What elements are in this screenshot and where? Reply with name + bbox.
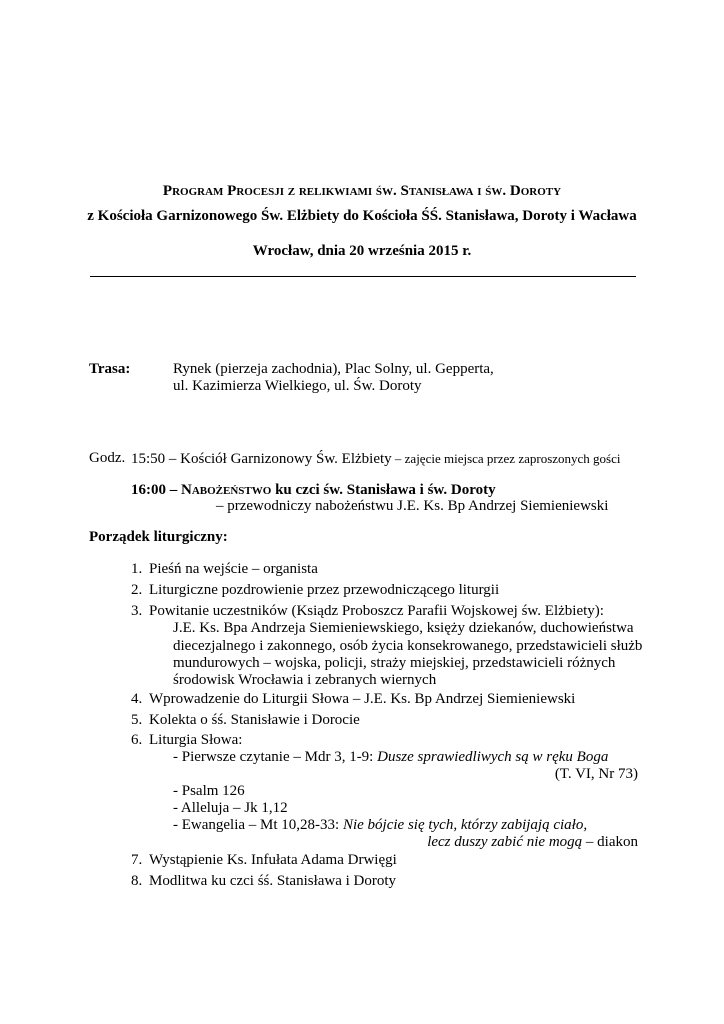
psalm: - Psalm 126 bbox=[173, 783, 245, 799]
list-item-text: Powitanie uczestników (Ksiądz Proboszcz Parafii Wojskowej św. Elżbiety): bbox=[149, 603, 604, 619]
list-item-number: 1. bbox=[131, 561, 143, 577]
route-label: Trasa: bbox=[89, 361, 131, 377]
route-line-2: ul. Kazimierza Wielkiego, ul. Św. Doroty bbox=[173, 378, 422, 394]
schedule-1550-text: 15:50 – Kościół Garnizonowy Św. Elżbiety bbox=[131, 451, 392, 467]
document-subtitle: z Kościoła Garnizonowego Św. Elżbiety do Kościoła ŚŚ. Stanisława, Doroty i Wacława bbox=[87, 208, 637, 224]
gospel-reader: – diakon bbox=[582, 834, 638, 850]
list-item-text: Wystąpienie Ks. Infułata Adama Drwięgi bbox=[149, 852, 397, 868]
item3-sub-line: J.E. Ks. Bpa Andrzeja Siemieniewskiego, księży dziekanów, duchowieństwa bbox=[173, 620, 634, 636]
list-item-text: Modlitwa ku czci śś. Stanisława i Doroty bbox=[149, 873, 397, 889]
item3-sub-line: środowisk Wrocławia i zebranych wiernych bbox=[173, 672, 437, 688]
document-title: Program Procesji z relikwiami św. Stanisława i św. Doroty bbox=[162, 183, 562, 199]
list-item-number: 6. bbox=[131, 732, 143, 748]
schedule-1600-service: Nabożeństwo bbox=[181, 482, 272, 498]
schedule-1600-dedication: ku czci św. Stanisława i św. Doroty bbox=[271, 482, 496, 498]
list-item-number: 3. bbox=[131, 603, 143, 619]
route-line-1: Rynek (pierzeja zachodnia), Plac Solny, ul. Gepperta, bbox=[173, 361, 494, 377]
header-divider bbox=[90, 276, 636, 277]
list-item-number: 8. bbox=[131, 873, 143, 889]
list-item-text: Liturgia Słowa: bbox=[149, 732, 243, 748]
list-item-number: 2. bbox=[131, 582, 143, 598]
gospel-continuation bbox=[427, 833, 638, 852]
schedule-godz-label: Godz. bbox=[89, 450, 126, 466]
list-item-text: Kolekta o śś. Stanisławie i Dorocie bbox=[149, 712, 360, 728]
document-date: Wrocław, dnia 20 września 2015 r. bbox=[252, 243, 472, 259]
list-item-number: 7. bbox=[131, 852, 143, 868]
liturgy-heading: Porządek liturgiczny: bbox=[89, 529, 228, 545]
list-item-number: 4. bbox=[131, 691, 143, 707]
list-item-number: 5. bbox=[131, 712, 143, 728]
list-item-text: Pieśń na wejście – organista bbox=[149, 561, 318, 577]
schedule-1600-time: 16:00 – bbox=[131, 482, 181, 498]
list-item-text: Liturgiczne pozdrowienie przez przewodniczącego liturgii bbox=[149, 582, 500, 598]
item3-sub-line: diecezjalnego i zakonnego, osób życia konsekrowanego, przedstawicieli służb bbox=[173, 638, 643, 654]
alleluia: - Alleluja – Jk 1,12 bbox=[173, 800, 288, 816]
list-item-text: Wprowadzenie do Liturgii Słowa – J.E. Ks. Bp Andrzej Siemieniewski bbox=[149, 691, 576, 707]
gospel-ref: - Ewangelia – Mt 10,28-33: bbox=[173, 817, 343, 833]
reading-first-title: Dusze sprawiedliwych są w ręku Boga bbox=[377, 749, 609, 765]
schedule-item-1550 bbox=[131, 449, 620, 469]
reading-first-ref: - Pierwsze czytanie – Mdr 3, 1-9: bbox=[173, 749, 378, 765]
reading-first bbox=[173, 748, 608, 767]
schedule-1600-presider: – przewodniczy nabożeństwu J.E. Ks. Bp Andrzej Siemieniewski bbox=[216, 498, 609, 514]
schedule-1550-note: – zajęcie miejsca przez zaproszonych gości bbox=[391, 451, 621, 466]
gospel-title-1: Nie bójcie się tych, którzy zabijają ciało, bbox=[342, 817, 588, 833]
item3-sub-line: mundurowych – wojska, policji, straży miejskiej, przedstawicieli różnych bbox=[173, 655, 616, 671]
reading-first-songbook-ref: (T. VI, Nr 73) bbox=[554, 766, 638, 782]
gospel-title-2: lecz duszy zabić nie mogą bbox=[427, 834, 583, 850]
